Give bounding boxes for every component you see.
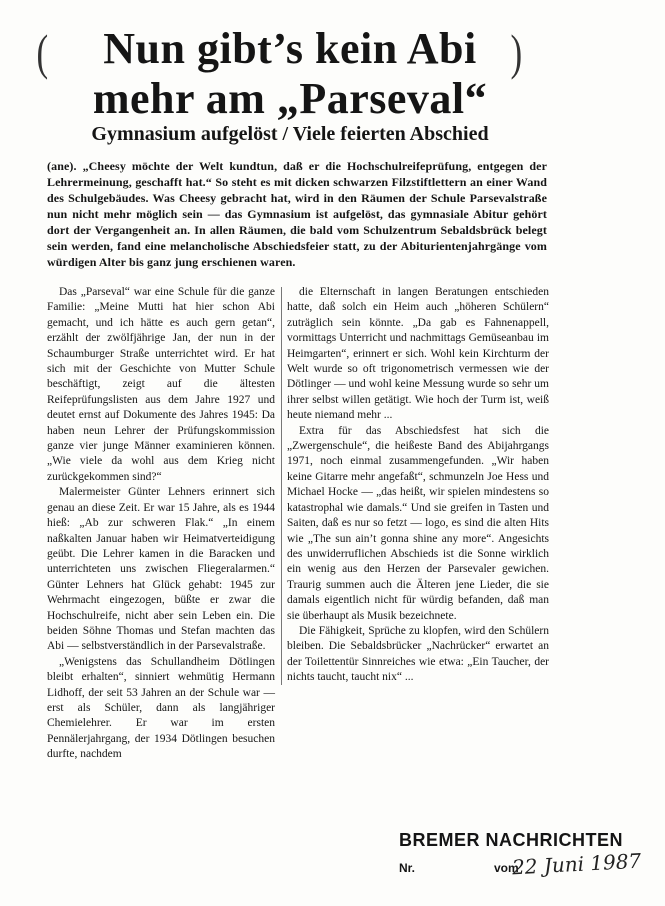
body-paragraph: Malermeister Günter Lehners erinnert sich genau an diese Zeit. Er war 15 Jahre, als es 1944 hieß: „Ab zur schweren Flak.“ „In einem naßkalten Januar haben wir Heimatverteidigung geübt. Die Lehrer kamen in die Baracken und unterrichteten uns zwischen Fliegeralarmen.“ Günter Lehners hat Glück gehabt: 1945 zur Wehrmacht eingezogen, büßte er zwar die Hochschulreife, nicht aber sein Leben ein. Die beiden Söhne Thomas und Stefan machten das Abi — selbstverständlich in der Parsevalstraße.	[47, 486, 275, 653]
subheadline: Gymnasium aufgelöst / Viele feierten Abschied	[91, 123, 489, 145]
body-paragraph: die Elternschaft in langen Beratungen entschieden hatte, daß solch ein Heim auch „höheren Schülern“ zuträglich sein könnte. „Da gab es Fahnenappell, vormittags Unterricht und nachmittags Gemüseanbau im Heimgarten“, erinnert er sich. Wohl kein Kirchturm der Welt wurde so oft trigonometrisch vermessen wie der Dötlinger — und wohl keine Messung wurde so sehr um ihrer selbst willen getätigt. Wie hoch der Turm ist, weiß heute niemand mehr ...	[287, 286, 549, 422]
column-divider	[281, 287, 282, 685]
newspaper-name: BREMER NACHRICHTEN	[399, 830, 623, 850]
bracket-left-mark: (	[36, 24, 49, 80]
body-paragraph: Die Fähigkeit, Sprüche zu klopfen, wird den Schülern bleiben. Die Sebaldsbrücker „Nachrücker“ erwartet an der Toilettentür Sinnreiches wie etwa: „Ein Taucher, der nichts taucht, taucht nix“ ...	[287, 624, 549, 684]
lead-paragraph: (ane). „Cheesy möchte der Welt kundtun, daß er die Hochschulreifeprüfung, entgegen der Lehrermeinung, geschafft hat.“ So steht es mit dicken schwarzen Filzstiftlettern an einer Wand des Schulgebäudes. Was Cheesy gebracht hat, wird in den Räumen der Schule Parsevalstraße nun nicht mehr möglich sein — das Gymnasium ist aufgelöst, das gymnasiale Abitur gehört dort der Vergangenheit an. In allen Räumen, die bald vom Schulzentrum Sebaldsbrück belegt sein werden, fand eine melancholische Abschiedsfeier statt, zu der Abiturientenjahrgänge vom würdigen Alter bis ganz jung erschienen waren.	[47, 159, 547, 269]
headline-line-1: Nun gibt’s kein Abi	[103, 24, 477, 73]
body-paragraph: Das „Parseval“ war eine Schule für die ganze Familie: „Meine Mutti hat hier schon Abi gemacht, und ich hätte es auch gern getan“, erzählt der zwölfjährige Jan, der nun in der Schaumburger Straße unterrichtet wird. Er hat sich mit der Geschichte von Mutter Schule beschäftigt, zeigt auf die ältesten Reifeprüfungslisten aus dem Jahre 1927 und deutet ernst auf Dokumente des Jahres 1945: Da haben neun Lehrer der Prüfungskommission ganze vier junge Männer examinieren können. „Wie viele da wohl aus dem Krieg nicht zurückgekommen sind?“	[47, 286, 275, 483]
body-paragraph: Extra für das Abschiedsfest hat sich die „Zwergenschule“, die heißeste Band des Abijahrgangs 1971, noch einmal zusammengefunden. „Wir haben keine Gitarre mehr angefaßt“, schmunzeln Joe Hess und Michael Hocke — „das heißt, wir spielen mindestens so katastrophal wie damals.“ Und sie greifen in Tasten und Saiten, daß es nur so fetzt — logo, es sind die alten Hits wie „The sun ain’t gonna shine any more“. Angesichts des unwiderruflichen Abschieds ist die Sonne wirklich ein wenig aus den Herzen der Parsevaler gewichen. Traurig summen auch die Älteren jene Lieder, die sie damals eigentlich nicht für würdig befanden, daß man sie überhaupt als Musik bezeichnete.	[287, 424, 549, 622]
date-label: vom	[494, 861, 519, 875]
issue-number-label: Nr.	[399, 861, 416, 875]
article-column-left	[47, 285, 275, 763]
article-column-right	[287, 285, 549, 686]
handwritten-date: 22 Juni 1987	[511, 848, 642, 880]
bracket-right-mark: )	[510, 24, 523, 80]
headline-line-2: mehr am „Parseval“	[92, 74, 488, 123]
body-paragraph: „Wenigstens das Schullandheim Dötlingen bleibt erhalten“, sinniert wehmütig Hermann Lidhoff, der seit 53 Jahren an der Schule war — erst als Schüler, dann als langjähriger Chemielehrer. Er war im ersten Pennälerjahrgang, der 1934 Dötlingen besuchen durfte, nachdem	[47, 655, 275, 761]
